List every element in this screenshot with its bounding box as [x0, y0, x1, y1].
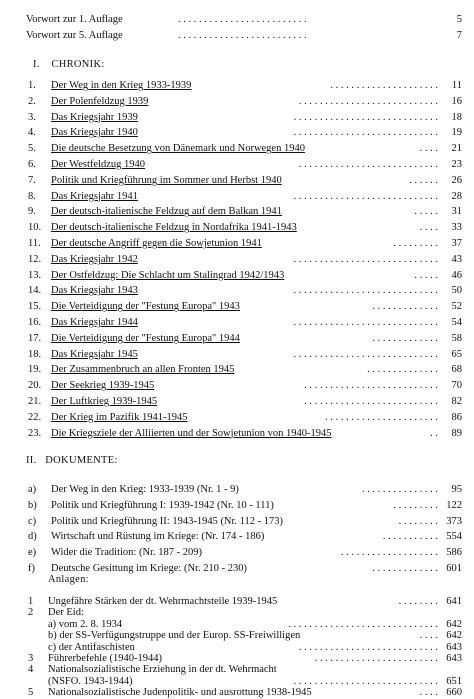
chronik-entry-leader-dots: . . . . . . . . . . . . . . — [367, 364, 438, 376]
chronik-entry-title: Der Luftkrieg 1939-1945 — [51, 396, 158, 407]
dokumente-entry-number: e) — [28, 547, 37, 559]
dokumente-entry-row — [0, 499, 474, 512]
chronik-entry-leader-dots: . . . . . . . . . . . . . — [372, 301, 438, 313]
chronik-entry-row — [0, 237, 474, 250]
chronik-entry-leader-dots: . . . . . . . . . . . . . . . . . . . . . . . . . . . . — [293, 285, 438, 297]
anlagen-page-number: 643 — [446, 641, 462, 653]
chronik-entry-leader-dots: . . . . . . . . . . . . . . . . . . . . . . . . . . . . — [293, 190, 438, 202]
chronik-entry-title: Der Weg in den Krieg 1933-1939 — [51, 80, 192, 91]
chronik-entry-leader-dots: . . . . — [419, 143, 438, 155]
dokumente-entry-page-number: 122 — [446, 499, 462, 511]
chronik-entry-row — [0, 158, 474, 171]
dokumente-entry-title: Wirtschaft und Rüstung im Kriege: (Nr. 174 - 186) — [51, 531, 265, 543]
chronik-entry-title: Das Kriegsjahr 1940 — [51, 127, 138, 139]
chronik-entry-leader-dots: . . . . . . . . . . . . . . . . . . . . . . . . . . . . — [293, 253, 438, 265]
chronik-entry-number: 21. — [28, 396, 42, 407]
chronik-entry-page-number: 19 — [451, 127, 462, 139]
anlagen-text: b) der SS-Verfügungstruppe und der Europ. SS-Freiwilligen — [48, 630, 301, 642]
dokumente-entry-number: c) — [28, 515, 37, 527]
chronik-entry-row — [0, 348, 474, 361]
chronik-entry-leader-dots: . . . . . . . . . . . . . . . . . . . . . . . . . . . . — [293, 348, 438, 360]
chronik-entry-leader-dots: . . . . . . . . . . . . . — [372, 332, 438, 344]
chronik-entry-page-number: 37 — [451, 238, 462, 249]
chronik-entry-leader-dots: . . . . . . . . . . . . . . . . . . . . . . . . . . . . — [293, 127, 438, 139]
chronik-entry-row — [0, 142, 474, 155]
chronik-entry-page-number: 70 — [451, 380, 462, 392]
dokumente-entry-leader-dots: . . . . . . . . . . . — [382, 531, 438, 543]
chronik-entry-title: Der Ostfeldzug: Die Schlacht um Stalingrad 1942/1943 — [51, 269, 285, 281]
dokumente-entry-leader-dots: . . . . . . . . . . . . . — [372, 563, 438, 574]
chronik-entry-page-number: 43 — [451, 253, 462, 265]
anlagen-text: Nationalsozialistische Erziehung in der dt. Wehrmacht — [48, 664, 277, 676]
chronik-entry-number: 23. — [28, 427, 42, 439]
chronik-entry-leader-dots: . . . . . . . . . — [393, 238, 438, 249]
chronik-entry-number: 9. — [28, 206, 36, 218]
anlagen-leader-dots: . . . . . . . . . . . . . . . . . . . . . . . . . . . — [298, 641, 438, 653]
chronik-entry-page-number: 18 — [451, 111, 462, 123]
dokumente-entry-leader-dots: . . . . . . . . . . . . . . . . . . . — [340, 547, 438, 559]
toc-leader-dots: . . . . . . . . . . . . . . . . . . . . . . . . . — [178, 30, 307, 41]
chronik-entry-title: Die Verteidigung der "Festung Europa" 1943 — [51, 301, 240, 313]
toc-entry-preface-1 — [0, 13, 474, 26]
chronik-entry-leader-dots: . . . . . . — [409, 174, 438, 186]
chronik-entry-title: Das Kriegsjahr 1939 — [51, 111, 138, 123]
chronik-entry-page-number: 50 — [451, 285, 462, 297]
chronik-entry-row — [0, 284, 474, 297]
section-heading: II. DOKUMENTE: — [26, 455, 118, 466]
chronik-entry-title: Das Kriegsjahr 1944 — [51, 317, 138, 328]
chronik-entry-title: Das Kriegsjahr 1942 — [51, 253, 138, 265]
anlagen-text: Führerbefehle (1940-1944) — [48, 653, 163, 664]
chronik-entry-leader-dots: . . . . . . . . . . . . . . . . . . . . . . . . . . . . — [293, 111, 438, 123]
chronik-entry-row — [0, 111, 474, 124]
chronik-entry-number: 1. — [28, 80, 36, 91]
chronik-entry-title: Der deutsch-italienische Feldzug auf dem Balkan 1941 — [51, 206, 282, 218]
toc-entry-preface-5 — [0, 29, 474, 42]
toc-entry-title: Vorwort zur 5. Auflage — [26, 30, 123, 41]
dokumente-entry-row — [0, 515, 474, 528]
chronik-entry-number: 7. — [28, 174, 36, 186]
section-heading-anlagen — [0, 573, 474, 586]
chronik-entry-row — [0, 79, 474, 92]
chronik-entry-row — [0, 126, 474, 139]
chronik-entry-title: Der deutsche Angriff gegen die Sowjetunion 1941 — [51, 238, 262, 249]
anlagen-text: a) vom 2. 8. 1934 — [48, 618, 123, 630]
chronik-entry-leader-dots: . . . . — [419, 222, 438, 234]
anlagen-number: 3 — [28, 653, 34, 664]
chronik-entry-page-number: 26 — [451, 174, 462, 186]
chronik-entry-number: 10. — [28, 222, 42, 234]
chronik-entry-number: 18. — [28, 348, 42, 360]
chronik-entry-leader-dots: . . . . . . . . . . . . . . . . . . . . . . . . . . — [304, 396, 438, 407]
dokumente-entry-number: f) — [28, 563, 35, 574]
dokumente-entry-page-number: 373 — [446, 515, 462, 527]
section-heading: I. CHRONIK: — [33, 59, 105, 70]
dokumente-entry-title: Wider die Tradition: (Nr. 187 - 209) — [51, 547, 202, 559]
chronik-entry-row — [0, 205, 474, 218]
anlagen-page-number: 642 — [446, 630, 462, 642]
chronik-entry-title: Der Polenfeldzug 1939 — [51, 95, 149, 107]
toc-leader-dots: . . . . . . . . . . . . . . . . . . . . . . . . . — [178, 14, 307, 25]
chronik-entry-row — [0, 190, 474, 203]
chronik-entry-page-number: 89 — [451, 427, 462, 439]
dokumente-entry-page-number: 601 — [446, 563, 462, 574]
chronik-entry-page-number: 21 — [451, 143, 462, 155]
anlagen-page-number: 642 — [446, 618, 462, 630]
chronik-entry-number: 11. — [28, 238, 41, 249]
section-heading: Anlagen: — [48, 574, 89, 585]
dokumente-entry-title: Politik und Kriegführung II: 1943-1945 (Nr. 112 - 173) — [51, 515, 284, 527]
chronik-entry-page-number: 54 — [451, 317, 462, 328]
chronik-entry-row — [0, 395, 474, 408]
chronik-entry-row — [0, 411, 474, 424]
dokumente-entry-title: Politik und Kriegführung I: 1939-1942 (Nr. 10 - 111) — [51, 499, 274, 511]
anlagen-text: Ungefähre Stärken der dt. Wehrmachtsteile 1939-1945 — [48, 596, 278, 607]
chronik-entry-page-number: 31 — [451, 206, 462, 218]
anlagen-leader-dots: . . . . . . . . — [398, 596, 438, 607]
chronik-entry-page-number: 23 — [451, 159, 462, 170]
chronik-entry-leader-dots: . . . . . . . . . . . . . . . . . . . . . — [330, 80, 438, 91]
chronik-entry-number: 20. — [28, 380, 42, 392]
anlagen-leader-dots: . . . . . . . . . . . . . . . . . . . . . . . . . . . . — [293, 675, 438, 687]
chronik-entry-number: 17. — [28, 332, 42, 344]
chronik-entry-row — [0, 316, 474, 329]
anlagen-number: 2 — [28, 607, 34, 619]
chronik-entry-title: Die Kriegsziele der Alliierten und der Sowjetunion von 1940-1945 — [51, 427, 332, 439]
chronik-entry-title: Der Zusammenbruch an allen Fronten 1945 — [51, 364, 235, 376]
dokumente-entry-row — [0, 530, 474, 543]
chronik-entry-page-number: 46 — [451, 269, 462, 281]
chronik-entry-title: Das Kriegsjahr 1945 — [51, 348, 138, 360]
chronik-entry-page-number: 65 — [451, 348, 462, 360]
anlagen-page-number: 660 — [446, 687, 462, 699]
chronik-entry-leader-dots: . . — [430, 427, 438, 439]
chronik-entry-number: 12. — [28, 253, 42, 265]
chronik-entry-row — [0, 221, 474, 234]
chronik-entry-number: 5. — [28, 143, 36, 155]
chronik-entry-title: Der Krieg im Pazifik 1941-1945 — [51, 411, 188, 423]
anlagen-page-number: 641 — [446, 596, 462, 607]
dokumente-entry-title: Der Weg in den Krieg: 1933-1939 (Nr. 1 - 9) — [51, 484, 239, 495]
chronik-entry-leader-dots: . . . . . . . . . . . . . . . . . . . . . . . . . . — [304, 380, 438, 392]
chronik-entry-page-number: 16 — [451, 95, 462, 107]
dokumente-entry-leader-dots: . . . . . . . . . — [393, 499, 438, 511]
chronik-entry-leader-dots: . . . . . . . . . . . . . . . . . . . . . . . . . . . — [298, 159, 438, 170]
section-heading-chronik — [0, 58, 474, 71]
dokumente-entry-page-number: 554 — [446, 531, 462, 543]
chronik-entry-title: Die Verteidigung der "Festung Europa" 1944 — [51, 332, 240, 344]
anlagen-number: 1 — [28, 596, 34, 607]
anlagen-leader-dots: . . . . — [419, 687, 438, 699]
chronik-entry-title: Politik und Kriegführung im Sommer und Herbst 1940 — [51, 174, 282, 186]
chronik-entry-leader-dots: . . . . . . . . . . . . . . . . . . . . . . . . . . . . — [293, 317, 438, 328]
dokumente-entry-page-number: 586 — [446, 547, 462, 559]
chronik-entry-number: 15. — [28, 301, 42, 313]
dokumente-entry-number: b) — [28, 499, 37, 511]
chronik-entry-number: 16. — [28, 317, 42, 328]
anlagen-number: 4 — [28, 664, 34, 676]
chronik-entry-leader-dots: . . . . . . . . . . . . . . . . . . . . . . . . . . . — [298, 95, 438, 107]
chronik-entry-title: Der Westfeldzug 1940 — [51, 159, 146, 170]
chronik-entry-page-number: 52 — [451, 301, 462, 313]
dokumente-entry-leader-dots: . . . . . . . . — [398, 515, 438, 527]
section-heading-dokumente — [0, 454, 474, 467]
dokumente-entry-page-number: 95 — [451, 484, 462, 495]
chronik-entry-row — [0, 332, 474, 345]
chronik-entry-row — [0, 95, 474, 108]
dokumente-entry-number: d) — [28, 531, 37, 543]
chronik-entry-row — [0, 174, 474, 187]
chronik-entry-title: Das Kriegsjahr 1943 — [51, 285, 138, 297]
dokumente-entry-number: a) — [28, 484, 37, 495]
chronik-entry-row — [0, 363, 474, 376]
chronik-entry-number: 19. — [28, 364, 42, 376]
chronik-entry-page-number: 86 — [451, 411, 462, 423]
chronik-entry-row — [0, 269, 474, 282]
anlagen-text: c) der Antifaschisten — [48, 641, 135, 653]
chronik-entry-title: Das Kriegsjahr 1941 — [51, 190, 138, 202]
dokumente-entry-title: Deutsche Gesittung im Kriege: (Nr. 210 - 230) — [51, 563, 247, 574]
anlagen-text: (NSFO. 1943-1944) — [48, 675, 133, 687]
chronik-entry-number: 8. — [28, 190, 36, 202]
chronik-entry-number: 2. — [28, 95, 36, 107]
toc-page-number: 7 — [456, 30, 462, 41]
toc-page-number: 5 — [456, 14, 462, 25]
chronik-entry-title: Der deutsch-italienische Feldzug in Nordafrika 1941-1943 — [51, 222, 297, 234]
chronik-entry-number: 22. — [28, 411, 42, 423]
chronik-entry-title: Die deutsche Besetzung von Dänemark und Norwegen 1940 — [51, 143, 305, 155]
chronik-entry-page-number: 82 — [451, 396, 462, 407]
chronik-entry-row — [0, 253, 474, 266]
chronik-entry-number: 14. — [28, 285, 42, 297]
chronik-entry-page-number: 11 — [451, 80, 462, 91]
chronik-entry-page-number: 68 — [451, 364, 462, 376]
anlagen-number: 5 — [28, 687, 34, 699]
chronik-entry-number: 3. — [28, 111, 36, 123]
anlagen-row — [0, 686, 474, 699]
anlagen-leader-dots: . . . . . . . . . . . . . . . . . . . . . . . . . . . . . — [288, 618, 438, 630]
chronik-entry-title: Der Seekrieg 1939-1945 — [51, 380, 155, 392]
chronik-entry-leader-dots: . . . . . — [414, 269, 438, 281]
dokumente-entry-row — [0, 483, 474, 496]
chronik-entry-row — [0, 427, 474, 440]
anlagen-leader-dots: . . . . — [419, 630, 438, 642]
chronik-entry-number: 6. — [28, 159, 36, 170]
chronik-entry-leader-dots: . . . . . . . . . . . . . . . . . . . . . . — [325, 411, 438, 423]
chronik-entry-page-number: 28 — [451, 190, 462, 202]
chronik-entry-row — [0, 300, 474, 313]
anlagen-text: Der Eid: — [48, 607, 84, 619]
anlagen-page-number: 651 — [446, 675, 462, 687]
anlagen-text: Nationalsozialistische Judenpolitik- und ausrottung 1938-1945 — [48, 687, 312, 699]
anlagen-page-number: 643 — [446, 653, 462, 664]
chronik-entry-page-number: 58 — [451, 332, 462, 344]
anlagen-leader-dots: . . . . . . . . . . . . . . . . . . . . . . . . — [314, 653, 438, 664]
toc-entry-title: Vorwort zur 1. Auflage — [26, 14, 123, 25]
chronik-entry-page-number: 33 — [451, 222, 462, 234]
dokumente-entry-row — [0, 546, 474, 559]
chronik-entry-row — [0, 379, 474, 392]
dokumente-entry-leader-dots: . . . . . . . . . . . . . . . — [361, 484, 438, 495]
chronik-entry-number: 13. — [28, 269, 42, 281]
chronik-entry-number: 4. — [28, 127, 36, 139]
chronik-entry-leader-dots: . . . . . — [414, 206, 438, 218]
